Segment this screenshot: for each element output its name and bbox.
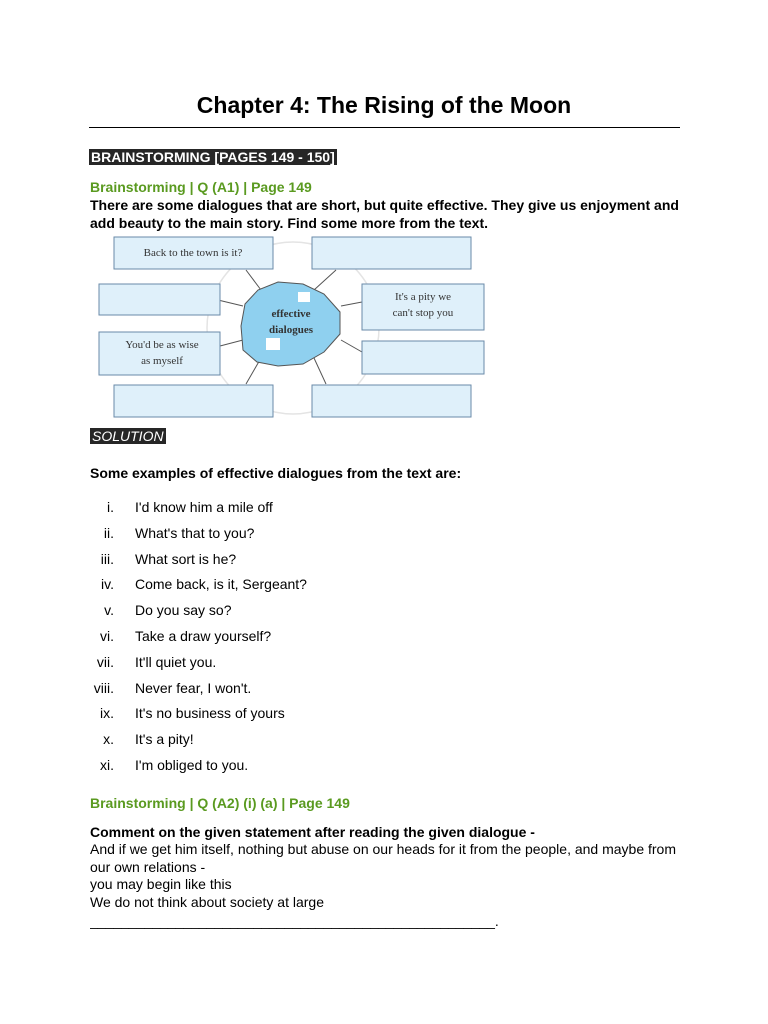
list-item (90, 496, 590, 522)
question-1-text: There are some dialogues that are short, but quite effective. They give us enjoyment and add beauty to the main story. Find some more from the text. (90, 197, 679, 231)
answer-blank-line: ____________________________________________________. (90, 913, 499, 929)
box-lower-right-empty (362, 341, 484, 374)
list-item (90, 548, 590, 574)
list-item-number: vi. (100, 627, 114, 644)
list-item-text: Come back, is it, Sergeant? (135, 576, 307, 593)
list-item (90, 625, 590, 651)
list-item-text: It'll quiet you. (135, 653, 217, 670)
starter-sentence: We do not think about society at large (90, 893, 324, 910)
page-title: Chapter 4: The Rising of the Moon (196, 92, 572, 118)
list-item (90, 702, 590, 728)
section-label-text: BRAINSTORMING [PAGES 149 - 150] (91, 149, 335, 165)
question-2-prompt: Comment on the given statement after reading the given dialogue - (90, 824, 535, 840)
section-label (89, 149, 337, 165)
list-item-number: v. (104, 602, 114, 619)
list-item-text: What sort is he? (135, 550, 237, 567)
box-lower-left-line-2: as myself (141, 355, 183, 367)
list-item-number: ix. (100, 705, 114, 722)
list-item-number: iv. (101, 576, 114, 593)
box-upper-left-empty (99, 284, 220, 315)
list-item-text: Do you say so? (135, 602, 232, 619)
list-item (90, 754, 590, 780)
list-item-number: vii. (96, 653, 114, 670)
box-bottom-left-empty (114, 385, 273, 417)
title-divider (89, 127, 680, 128)
solution-intro: Some examples of effective dialogues from the text are: (90, 465, 462, 481)
list-item-text: I'm obliged to you. (135, 756, 249, 773)
list-item-number: i. (107, 499, 114, 515)
box-upper-right-line-1: It's a pity we (394, 291, 452, 303)
center-white-square (298, 292, 310, 302)
solution-label-text: SOLUTION (92, 428, 164, 444)
solution-label (90, 428, 166, 444)
box-top-right-empty (312, 237, 471, 269)
center-white-square (266, 338, 280, 350)
list-item (90, 522, 590, 548)
effective-dialogues-diagram (96, 232, 496, 424)
list-item-number: iii. (100, 550, 114, 567)
list-item (90, 728, 590, 754)
list-item (90, 651, 590, 677)
question-2-heading: Brainstorming | Q (A2) (i) (a) | Page 149 (90, 795, 350, 811)
question-2-body (90, 841, 690, 911)
list-item (90, 599, 590, 625)
box-bottom-right-empty (312, 385, 471, 417)
list-item-text: Take a draw yourself? (135, 627, 272, 644)
list-item-text: Never fear, I won't. (135, 679, 252, 696)
list-item-number: xi. (100, 756, 114, 773)
center-label-line-1: effective (271, 308, 311, 320)
box-top-left-text: Back to the town is it? (143, 247, 243, 259)
list-item-text: I'd know him a mile off (135, 499, 273, 515)
box-lower-left-line-1: You'd be as wise (125, 339, 199, 351)
instruction-text: you may begin like this (90, 876, 232, 892)
question-1-heading: Brainstorming | Q (A1) | Page 149 (90, 179, 312, 195)
list-item-text: What's that to you? (135, 524, 255, 541)
list-item-text: It's no business of yours (135, 705, 285, 722)
center-label-line-2: dialogues (268, 324, 314, 336)
list-item-number: ii. (103, 524, 114, 541)
list-item-number: viii. (93, 679, 114, 696)
dialogue-text: And if we get him itself, nothing but abuse on our heads for it from the people, and maybe from our own relations - (90, 841, 677, 875)
list-item-number: x. (103, 731, 114, 748)
box-upper-right-line-2: can't stop you (392, 307, 454, 319)
answer-list (90, 496, 590, 780)
list-item (90, 573, 590, 599)
list-item-text: It's a pity! (135, 731, 194, 748)
list-item (90, 677, 590, 703)
